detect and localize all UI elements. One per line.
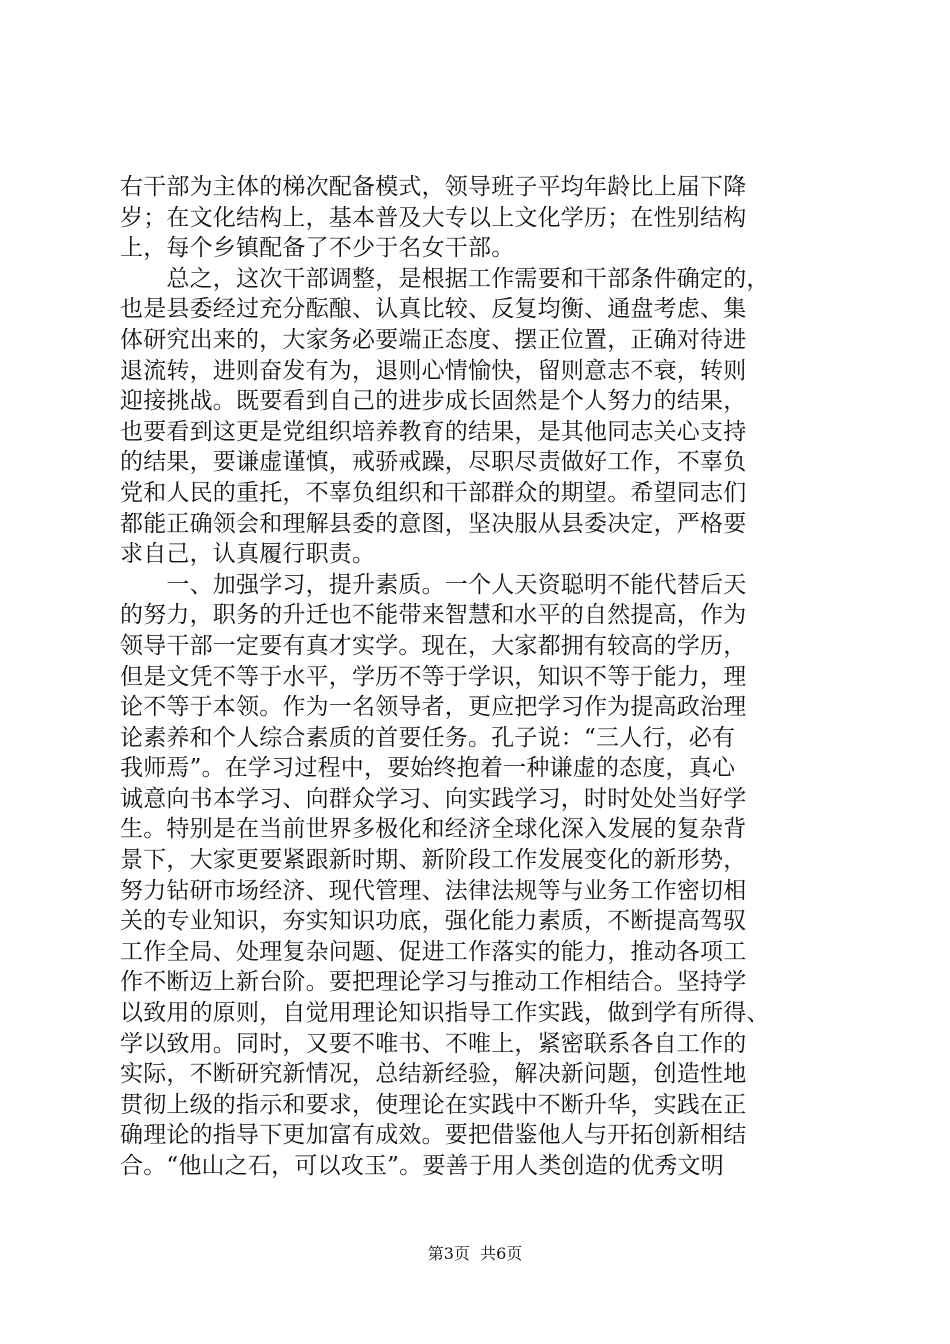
page-number: 第3页 共6页 bbox=[427, 1244, 523, 1263]
text-line: 贯彻上级的指示和要求，使理论在实践中不断升华，实践在正 bbox=[120, 1091, 747, 1118]
text-line: 右干部为主体的梯次配备模式，领导班子平均年龄比上届下降 bbox=[120, 174, 747, 200]
text-line: 工作全局、处理复杂问题、促进工作落实的能力，推动各项工 bbox=[120, 938, 747, 965]
text-line: 的努力，职务的升迁也不能带来智慧和水平的自然提高，作为 bbox=[120, 602, 747, 629]
page-footer bbox=[0, 1243, 950, 1265]
text-line: 但是文凭不等于水平，学历不等于学识，知识不等于能力，理 bbox=[120, 663, 747, 690]
text-line: 我师焉”。在学习过程中，要始终抱着一种谦虚的态度，真心 bbox=[120, 755, 736, 782]
text-line: 也是县委经过充分酝酿、认真比较、反复均衡、通盘考虑、集 bbox=[120, 296, 747, 323]
text-line: 退流转，进则奋发有为，退则心情愉快，留则意志不衰，转则 bbox=[120, 357, 747, 384]
text-line: 领导干部一定要有真才实学。现在，大家都拥有较高的学历， bbox=[120, 632, 747, 659]
text-line: 关的专业知识，夯实知识功底，强化能力素质，不断提高驾驭 bbox=[120, 908, 747, 935]
text-line: 确理论的指导下更加富有成效。要把借鉴他人与开拓创新相结 bbox=[120, 1122, 747, 1149]
text-line: 都能正确领会和理解县委的意图，坚决服从县委决定，严格要 bbox=[120, 510, 747, 537]
text-line: 学以致用。同时，又要不唯书、不唯上，紧密联系各自工作的 bbox=[120, 1030, 747, 1057]
text-line: 以致用的原则，自觉用理论知识指导工作实践，做到学有所得、 bbox=[120, 1000, 770, 1027]
text-line: 上，每个乡镇配备了不少于名女干部。 bbox=[120, 235, 515, 262]
text-line: 总之，这次干部调整，是根据工作需要和干部条件确定的， bbox=[120, 265, 770, 292]
text-line: 论不等于本领。作为一名领导者，更应把学习作为提高政治理 bbox=[120, 694, 747, 721]
text-line: 一、加强学习，提升素质。一个人天资聪明不能代替后天 bbox=[120, 571, 747, 598]
text-line: 作不断迈上新台阶。要把理论学习与推动工作相结合。坚持学 bbox=[120, 969, 747, 996]
text-line: 党和人民的重托，不辜负组织和干部群众的期望。希望同志们 bbox=[120, 479, 747, 506]
text-line: 体研究出来的，大家务必要端正态度、摆正位置，正确对待进 bbox=[120, 326, 747, 353]
text-line: 合。“他山之石，可以攻玉”。要善于用人类创造的优秀文明 bbox=[120, 1153, 724, 1179]
text-line: 生。特别是在当前世界多极化和经济全球化深入发展的复杂背 bbox=[120, 816, 747, 843]
text-line: 的结果，要谦虚谨慎，戒骄戒躁，尽职尽责做好工作，不辜负 bbox=[120, 449, 747, 476]
text-line: 也要看到这更是党组织培养教育的结果，是其他同志关心支持 bbox=[120, 418, 747, 445]
text-line: 诚意向书本学习、向群众学习、向实践学习，时时处处当好学 bbox=[120, 785, 747, 812]
body-text bbox=[120, 172, 840, 1182]
text-line: 实际，不断研究新情况，总结新经验，解决新问题，创造性地 bbox=[120, 1061, 747, 1088]
text-line: 迎接挑战。既要看到自己的进步成长固然是个人努力的结果， bbox=[120, 388, 747, 415]
text-line: 论素养和个人综合素质的首要任务。孔子说：“三人行，必有 bbox=[120, 724, 736, 751]
text-line: 努力钻研市场经济、现代管理、法律法规等与业务工作密切相 bbox=[120, 877, 747, 904]
text-line: 景下，大家更要紧跟新时期、新阶段工作发展变化的新形势， bbox=[120, 847, 747, 874]
text-line: 求自己，认真履行职责。 bbox=[120, 541, 376, 568]
text-line: 岁；在文化结构上，基本普及大专以上文化学历；在性别结构 bbox=[120, 204, 747, 231]
